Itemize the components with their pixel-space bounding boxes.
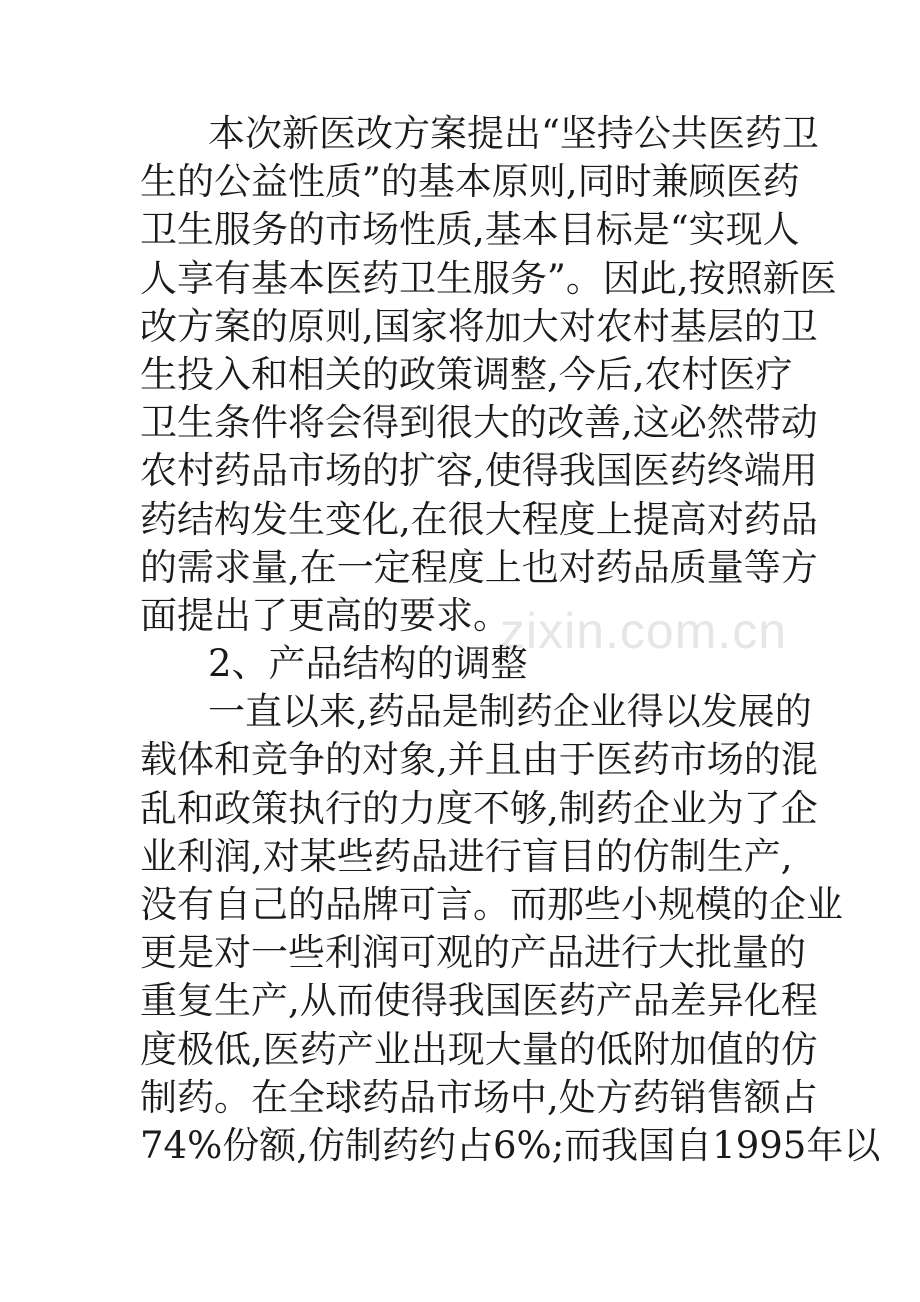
paragraph-line: 度极低,医药产业出现大量的低附加值的仿 [140, 1027, 818, 1071]
paragraph-line: 改方案的原则,国家将加大对农村基层的卫 [140, 304, 818, 348]
paragraph-line: 面提出了更高的要求。 [140, 593, 510, 637]
paragraph-line: 人享有基本医药卫生服务”。因此,按照新医 [140, 256, 837, 300]
paragraph-line: 本次新医改方案提出“坚持公共医药卫 [208, 112, 819, 155]
paragraph-line: 卫生服务的市场性质,基本目标是“实现人 [140, 208, 800, 252]
paragraph-line: 药结构发生变化,在很大程度上提高对药品 [140, 497, 818, 541]
paragraph-line: 乱和政策执行的力度不够,制药企业为了企 [140, 786, 818, 830]
paragraph-line: 没有自己的品牌可言。而那些小规模的企业 [140, 883, 843, 926]
paragraph-line: 更是对一些利润可观的产品进行大批量的 [140, 931, 806, 975]
paragraph-line: 重复生产,从而使得我国医药产品差异化程 [140, 979, 818, 1023]
section-heading: 2、产品结构的调整 [208, 642, 528, 686]
paragraph-line: 载体和竞争的对象,并且由于医药市场的混 [140, 738, 818, 782]
watermark-text: zixin.com.cn [500, 603, 788, 659]
paragraph-line: 生的公益性质”的基本原则,同时兼顾医药 [140, 160, 800, 204]
paragraph-line: 的需求量,在一定程度上也对药品质量等方 [140, 545, 818, 589]
paragraph-line: 业利润,对某些药品进行盲目的仿制生产, [140, 834, 793, 878]
paragraph-line: 制药。在全球药品市场中,处方药销售额占 [140, 1075, 818, 1119]
paragraph-line: 74%份额,仿制药约占6%;而我国自1995年以 [140, 1123, 881, 1167]
paragraph-line: 卫生条件将会得到很大的改善,这必然带动 [140, 401, 818, 445]
paragraph-line: 一直以来,药品是制药企业得以发展的 [208, 690, 812, 734]
paragraph-line: 生投入和相关的政策调整,今后,农村医疗 [140, 352, 793, 396]
body-text [140, 110, 881, 1170]
paragraph-line: 农村药品市场的扩容,使得我国医药终端用 [140, 449, 818, 493]
